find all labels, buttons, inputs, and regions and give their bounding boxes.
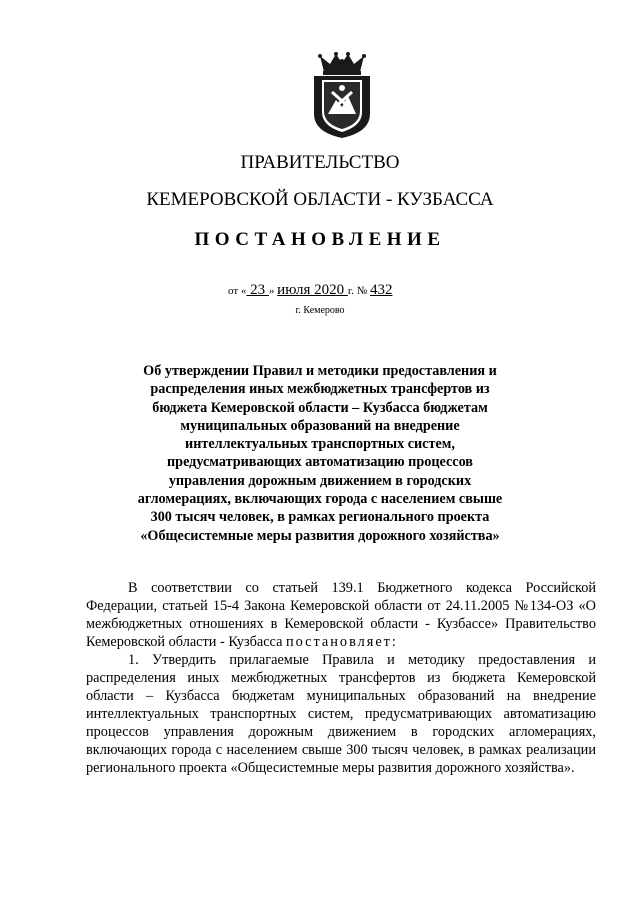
- city-name: г. Кемерово: [295, 305, 345, 316]
- coat-of-arms-icon: [310, 52, 374, 140]
- number-label: г. №: [347, 285, 370, 297]
- date-day: 23: [246, 282, 269, 298]
- date-separator: »: [268, 285, 278, 297]
- preamble-text: В соответствии со статьей 139.1 Бюджетного кодекса Российской Федерации, статьей 15-4 Закона Кемеровской области от 24.11.2005 №134-ОЗ «О межбюджетных отношениях в Кемеровской области - Кузбассе» Правительство Кемеровской области - Кузбасса: [86, 580, 596, 650]
- document-date-line: [228, 282, 392, 299]
- document-type: ПОСТАНОВЛЕНИЕ: [194, 229, 446, 250]
- document-title: Об утверждении Правил и методики предоставления и распределения иных межбюджетных трансфертов из бюджета Кемеровской области – Кузбасса бюджетам муниципальных образований на внедрение интеллектуальных транспортных систем, предусматривающих автоматизацию процессов управления дорожным движением в городских агломерациях, включающих города с населением свыше 300 тысяч человек, в рамках регионального проекта «Общесистемные меры развития дорожного хозяйства»: [137, 363, 503, 544]
- government-name-line1: ПРАВИТЕЛЬСТВО: [240, 152, 400, 173]
- decree-word: постановляет:: [286, 634, 398, 650]
- date-prefix: от «: [228, 285, 247, 297]
- preamble-paragraph: [86, 579, 596, 651]
- document-number: 432: [369, 282, 393, 298]
- government-name-line2: КЕМЕРОВСКОЙ ОБЛАСТИ - КУЗБАССА: [146, 189, 494, 210]
- date-month-year: июля 2020: [277, 282, 348, 298]
- document-body: [86, 579, 596, 777]
- clause-1-paragraph: 1. Утвердить прилагаемые Правила и методику предоставления и распределения иных межбюджетных трансфертов из бюджета Кемеровской области – Кузбасса бюджетам муниципальных образований на внедрение интеллектуальных транспортных систем, предусматривающих автоматизацию процессов управления дорожным движением в городских агломерациях, включающих города с населением свыше 300 тысяч человек, в рамках реализации регионального проекта «Общесистемные меры развития дорожного хозяйства».: [86, 652, 596, 776]
